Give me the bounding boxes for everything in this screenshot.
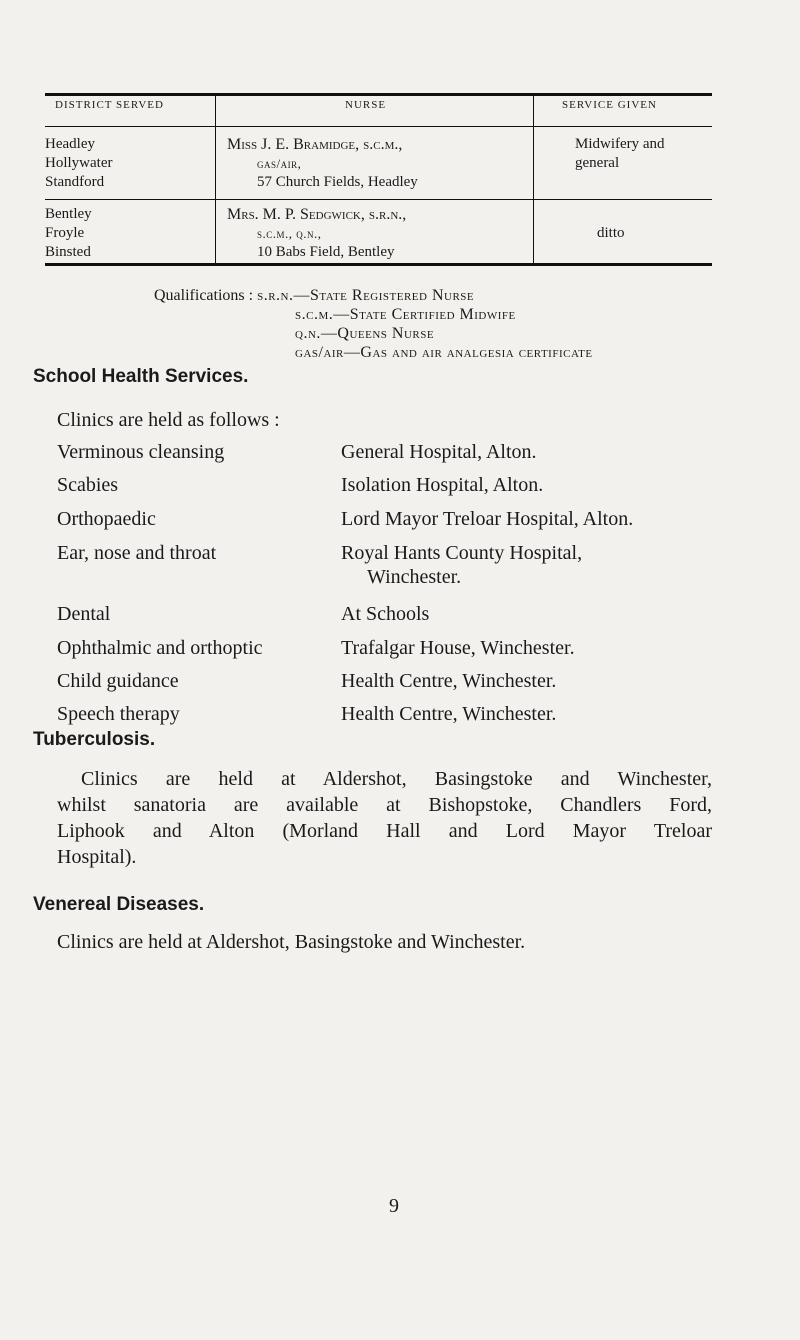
qualifications-label: Qualifications : xyxy=(154,287,254,304)
clinic-service-dental: Dental xyxy=(57,603,111,625)
qualifications xyxy=(154,286,593,362)
clinic-service-child-guidance: Child guidance xyxy=(57,670,179,692)
header-service-given: SERVICE GIVEN xyxy=(562,99,657,111)
tuberculosis-line-3: Liphook and Alton (Morland Hall and Lord Mayor Treloar xyxy=(57,820,712,842)
clinic-service-verminous: Verminous cleansing xyxy=(57,441,225,463)
qualification-qn: q.n.—Queens Nurse xyxy=(295,325,435,342)
tuberculosis-line-1: Clinics are held at Aldershot, Basingstoke and Winchester, xyxy=(81,768,712,790)
row1-district-3: Standford xyxy=(45,174,105,190)
clinic-service-scabies: Scabies xyxy=(57,474,119,496)
clinic-service-ophthalmic: Ophthalmic and orthoptic xyxy=(57,637,263,659)
tuberculosis-heading: Tuberculosis. xyxy=(33,729,156,750)
clinic-service-ent: Ear, nose and throat xyxy=(57,542,217,564)
row2-nurse-qual: s.c.m., q.n., xyxy=(257,226,322,241)
clinic-location-scabies: Isolation Hospital, Alton. xyxy=(341,474,544,496)
header-district-served: DISTRICT SERVED xyxy=(55,99,164,111)
table-col-divider-2 xyxy=(533,93,534,263)
clinic-location-dental: At Schools xyxy=(341,603,430,625)
row2-nurse xyxy=(227,205,406,262)
qualification-scm: s.c.m.—State Certified Midwife xyxy=(295,306,516,323)
tuberculosis-paragraph xyxy=(57,766,712,870)
row1-service-2: general xyxy=(575,155,620,171)
clinic-service-orthopaedic: Orthopaedic xyxy=(57,508,156,530)
table-header-rule xyxy=(45,126,712,127)
clinic-service-speech: Speech therapy xyxy=(57,703,180,725)
row2-nurse-address: 10 Babs Field, Bentley xyxy=(257,244,395,260)
table-bottom-rule xyxy=(45,263,712,266)
row1-district xyxy=(45,135,112,192)
row1-nurse-qual: gas/air, xyxy=(257,156,302,171)
row1-service xyxy=(545,135,665,173)
clinic-location-orthopaedic: Lord Mayor Treloar Hospital, Alton. xyxy=(341,508,634,530)
clinic-location-ophthalmic: Trafalgar House, Winchester. xyxy=(341,637,575,659)
row1-nurse-address: 57 Church Fields, Headley xyxy=(257,174,418,190)
header-nurse: NURSE xyxy=(345,99,387,111)
table-row-rule xyxy=(45,199,712,200)
page-number: 9 xyxy=(389,1195,399,1217)
row1-nurse xyxy=(227,135,418,192)
row1-district-1: Headley xyxy=(45,136,95,152)
table-col-divider-1 xyxy=(215,93,216,263)
qualification-gas-air: gas/air—Gas and air analgesia certificate xyxy=(295,344,593,361)
row2-district xyxy=(45,205,92,262)
school-health-heading: School Health Services. xyxy=(33,366,249,387)
row1-service-1: Midwifery and xyxy=(575,136,665,152)
row1-nurse-name: Miss J. E. Bramidge, s.c.m., xyxy=(227,136,403,153)
row2-district-1: Bentley xyxy=(45,206,92,222)
clinic-location-ent-2: Winchester. xyxy=(367,566,462,588)
venereal-heading: Venereal Diseases. xyxy=(33,894,205,915)
venereal-text: Clinics are held at Aldershot, Basingstoke and Winchester. xyxy=(57,931,526,953)
row2-service-1: ditto xyxy=(597,225,625,241)
table-top-rule xyxy=(45,93,712,96)
row1-district-2: Hollywater xyxy=(45,155,113,171)
clinic-location-speech: Health Centre, Winchester. xyxy=(341,703,557,725)
clinic-location-verminous: General Hospital, Alton. xyxy=(341,441,537,463)
clinic-location-child-guidance: Health Centre, Winchester. xyxy=(341,670,557,692)
tuberculosis-line-2: whilst sanatoria are available at Bishopstoke, Chandlers Ford, xyxy=(57,794,712,816)
row2-nurse-name: Mrs. M. P. Sedgwick, s.r.n., xyxy=(227,206,407,223)
row2-district-2: Froyle xyxy=(45,225,85,241)
qualification-srn: s.r.n.—State Registered Nurse xyxy=(257,287,475,304)
tuberculosis-line-4: Hospital). xyxy=(57,846,137,868)
row2-district-3: Binsted xyxy=(45,244,91,260)
school-health-intro: Clinics are held as follows : xyxy=(57,409,280,431)
clinic-location-ent-1: Royal Hants County Hospital, xyxy=(341,542,583,564)
row2-service xyxy=(597,224,625,243)
